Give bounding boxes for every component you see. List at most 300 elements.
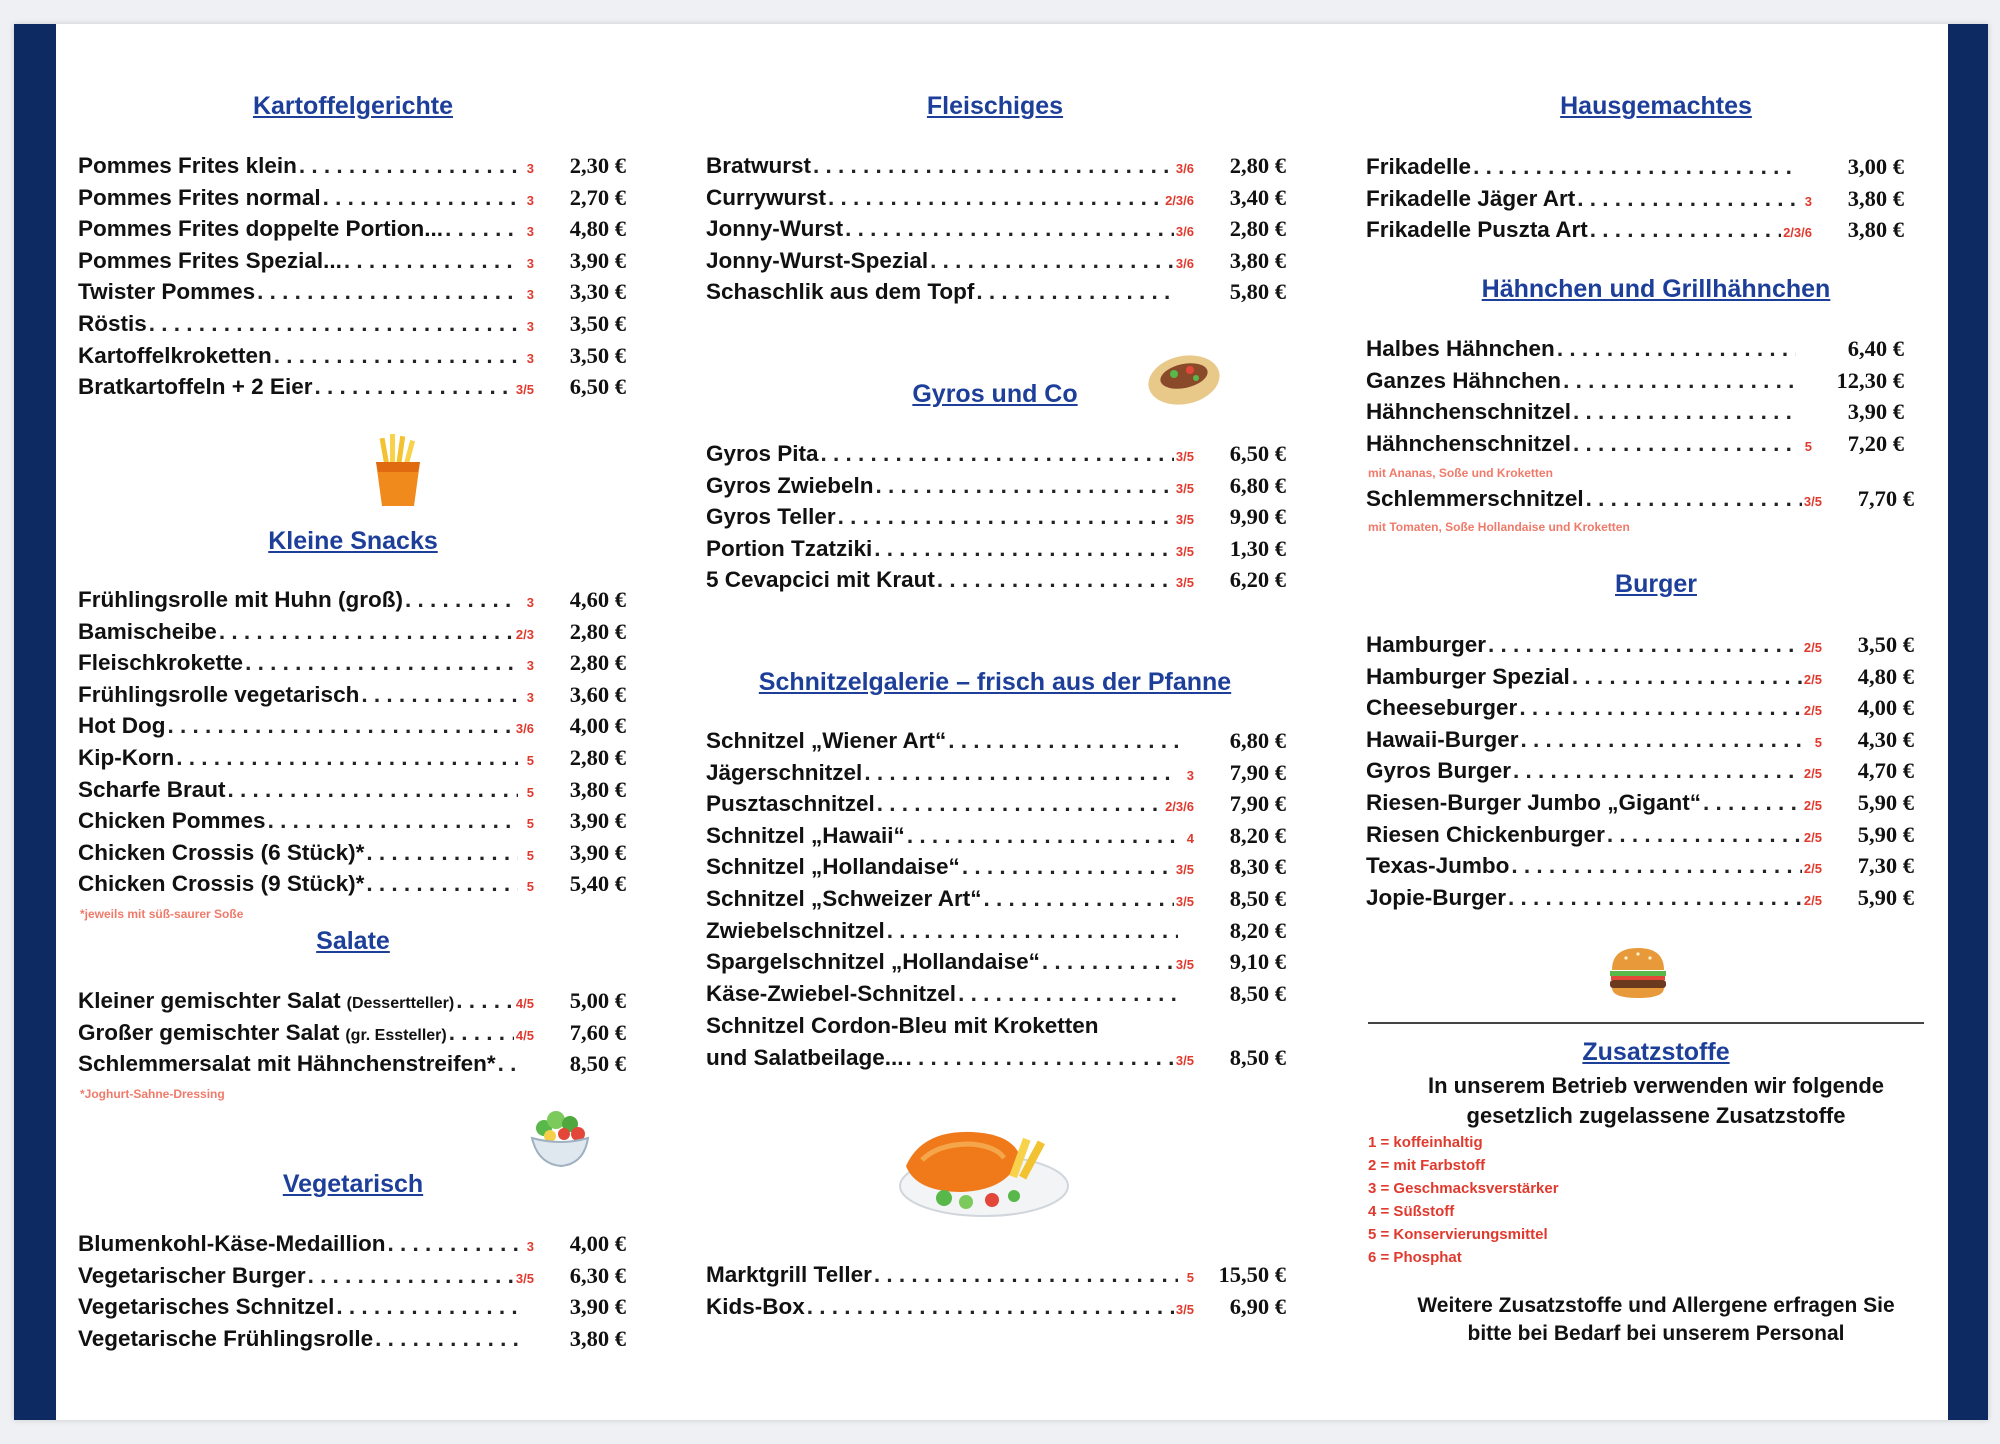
additive-legend-item: 5 = Konservierungsmittel [1368,1226,1548,1243]
leader-dots [1511,853,1802,879]
leader-dots [308,1263,514,1289]
item-name: Schaschlik aus dem Topf [706,279,975,305]
menu-item [1366,154,1904,186]
price: 8,50 € [1229,1044,1286,1070]
leader-dots [821,441,1174,467]
menu-item [78,343,626,375]
additive-code: 3/5 [1175,543,1194,559]
item-name: Frikadelle Jäger Art [1366,185,1576,211]
item-name: Twister Pommes [78,279,256,305]
item-name: Hot Dog [78,713,166,739]
price: 2,70 € [569,184,626,210]
leader-dots [314,374,513,400]
menu-item [78,311,626,343]
price: 6,50 € [1229,441,1286,466]
price: 8,50 € [1229,980,1286,1006]
price: 7,90 € [1229,759,1286,785]
item-name: Hamburger [1366,632,1487,657]
price: 4,00 € [569,713,626,739]
menu-item [78,713,626,745]
leader-dots [807,1294,1174,1320]
item-name: Schlemmersalat mit Hähnchenstreifen* [78,1051,496,1077]
leader-dots [344,248,518,274]
additive-legend-item: 6 = Phosphat [1368,1249,1462,1266]
additive-code: 3/6 [1175,161,1194,176]
additive-code: 3 [526,595,534,610]
additive-code: 5 [526,752,534,768]
item-name: Fleischkrokette [78,650,244,676]
leader-dots [176,745,518,771]
leader-dots [962,854,1174,880]
additive-legend-item: 2 = mit Farbstoff [1368,1157,1486,1174]
price: 3,40 € [1229,184,1286,210]
additive-code: 3/5 [1175,957,1194,973]
additive-code: 2/3/6 [1165,192,1194,208]
leader-dots [366,871,518,897]
menu-item [78,248,626,280]
item-name: Käse-Zwiebel-Schnitzel [706,980,957,1006]
heading-burger: Burger [1615,570,1697,598]
price: 8,20 € [1229,917,1286,943]
additive-code: 3/5 [1175,893,1194,909]
menu-item [78,587,626,619]
menu-item [78,808,626,840]
leader-dots [366,840,518,866]
additive-code: 4/5 [515,996,534,1011]
leader-dots [877,791,1163,817]
item-name: Riesen Chickenburger [1366,821,1605,847]
additive-code: 3/5 [1175,1301,1194,1317]
menu-item [78,871,626,903]
additive-code: 3/6 [1175,224,1194,240]
price: 7,30 € [1857,853,1914,879]
price: 8,20 € [1229,822,1286,848]
heading-kartoffelgerichte: Kartoffelgerichte [252,92,454,120]
menu-item [78,745,626,777]
additive-code: 3 [526,689,534,705]
leader-dots [361,682,518,708]
additive-code: 4 [1186,830,1194,846]
item-name: Schnitzel „Hollandaise“ [706,854,960,880]
salad-icon [526,1106,596,1172]
price: 15,50 € [1218,1262,1286,1287]
price: 3,80 € [1229,247,1286,273]
item-name: Bratwurst [706,153,812,178]
item-name: Marktgrill Teller [706,1262,872,1287]
item-name: Gyros Teller [706,504,836,530]
menu-item [78,1294,626,1326]
item-name: Pusztaschnitzel [706,791,875,817]
leader-dots [245,650,518,676]
leader-dots [375,1326,518,1352]
item-name: Pommes Frites doppelte Portion... [78,216,444,242]
price: 2,80 € [569,618,626,644]
cordon-bleu-item [706,1013,1286,1076]
leader-dots [219,619,514,645]
leader-dots [228,777,518,803]
additive-code: 3 [526,287,534,303]
leader-dots [257,279,518,305]
menu-item [78,682,626,714]
leader-dots [948,728,1178,754]
additive-code: 5 [1186,1270,1194,1285]
zusatz-intro-line2: gesetzlich zugelassene Zusatzstoffe [1466,1103,1846,1128]
item-name: Frikadelle Puszta Art [1366,217,1588,243]
additive-code: 3 [1804,193,1812,209]
price: 3,30 € [569,279,626,305]
menu-item [706,918,1286,950]
item-name: Spargelschnitzel „Hollandaise“ [706,949,1040,975]
note-haehnchen-1: mit Ananas, Soße und Kroketten [1368,466,1553,480]
menu-item [78,216,626,248]
menu-item [706,248,1286,280]
list-burger [1366,632,1914,916]
list-extra [706,1262,1286,1325]
left-border-bar [14,24,56,1420]
price: 2,80 € [1229,216,1286,242]
price: 4,30 € [1857,726,1914,752]
leader-dots [937,567,1174,593]
leader-dots [976,279,1178,305]
menu-item [78,1051,626,1083]
price: 4,00 € [1857,695,1914,721]
leader-dots [828,185,1163,211]
additive-code: 3/5 [515,1270,534,1286]
fries-icon [368,432,428,508]
price: 5,00 € [569,988,626,1013]
price: 3,90 € [569,839,626,865]
leader-dots [874,536,1174,562]
item-name: Gyros Pita [706,441,819,466]
leader-dots [1577,186,1796,212]
price: 5,90 € [1857,884,1914,910]
zusatz-intro-line1: In unserem Betrieb verwenden wir folgende [1428,1073,1884,1098]
item-name: Gyros Zwiebeln [706,472,874,498]
price: 5,90 € [1857,821,1914,847]
price: 3,50 € [569,310,626,336]
menu-item [78,1263,626,1295]
item-name: Chicken Crossis (6 Stück)* [78,839,365,865]
menu-item [78,153,626,185]
price: 8,30 € [1229,854,1286,880]
note-salate: *Joghurt-Sahne-Dressing [80,1087,225,1101]
heading-kleine-snacks: Kleine Snacks [268,527,438,555]
additive-code: 3/5 [1175,512,1194,528]
burger-icon [1606,944,1670,1002]
item-name: Chicken Pommes [78,808,266,834]
list-haehnchen [1366,336,1904,462]
wrap-icon [1144,346,1224,410]
item-name: Hähnchenschnitzel [1366,430,1572,456]
menu-item [1366,885,1914,917]
additive-legend-item: 3 = Geschmacksverstärker [1368,1180,1559,1197]
leader-dots [845,216,1174,242]
menu-item [1366,431,1904,463]
item-name: Jägerschnitzel [706,759,863,785]
menu-item [706,473,1286,505]
cordon-bleu-line2: und Salatbeilage... [706,1044,904,1070]
additive-code: 2/5 [1803,640,1822,655]
menu-item [1366,790,1914,822]
price: 3,80 € [1847,185,1904,211]
menu-item [78,374,626,406]
leader-dots [876,473,1174,499]
item-name: Blumenkohl-Käse-Medaillion [78,1231,386,1256]
item-name: Schnitzel „Schweizer Art“ [706,885,982,911]
leader-dots [1607,822,1802,848]
menu-item [78,840,626,872]
leader-dots [887,918,1178,944]
leader-dots [1590,217,1781,243]
menu-item [706,504,1286,536]
menu-item [706,823,1286,855]
additive-code: 3 [526,658,534,674]
menu-item [706,279,1286,311]
heading-hausgemachtes: Hausgemachtes [1560,92,1752,120]
menu-item [706,791,1286,823]
item-name: Hawaii-Burger [1366,726,1519,752]
price: 4,60 € [569,587,626,612]
menu-item [706,1294,1286,1326]
leader-dots [149,311,518,337]
schnitzel-plate-icon [892,1110,1072,1220]
leader-dots [1573,399,1796,425]
menu-item [1366,664,1914,696]
additive-code: 3 [526,161,534,176]
note-haehnchen-2: mit Tomaten, Soße Hollandaise und Kroketten [1368,520,1630,534]
leader-dots [1513,758,1802,784]
list-fleischiges [706,153,1286,311]
item-name: Bratkartoffeln + 2 Eier [78,374,313,400]
price: 6,50 € [569,374,626,400]
additive-code: 3/6 [1175,255,1194,271]
menu-item [78,777,626,809]
menu-item [78,619,626,651]
item-name: Currywurst [706,184,827,210]
item-name: Pommes Frites normal [78,184,321,210]
menu-item [706,441,1286,473]
menu-item [78,1020,626,1052]
price: 3,00 € [1847,154,1904,179]
note-snacks: *jeweils mit süß-saurer Soße [80,907,244,921]
additive-code: 3 [526,255,534,271]
price: 3,80 € [569,1325,626,1351]
leader-dots [498,1051,518,1077]
leader-dots [1488,632,1802,658]
menu-item [706,981,1286,1013]
item-size-note: (gr. Essteller) [345,1026,447,1044]
menu-item [706,949,1286,981]
item-name: Bamischeibe [78,618,217,644]
list-kartoffelgerichte [78,153,626,406]
item-name: Pommes Frites Spezial... [78,247,342,273]
price: 2,80 € [569,650,626,676]
price: 1,30 € [1229,535,1286,561]
heading-gyros-und-co: Gyros und Co [912,380,1078,408]
additive-code: 3/5 [1175,480,1194,496]
price: 4,80 € [569,216,626,242]
item-name: Vegetarisches Schnitzel [78,1294,335,1320]
item-name: Schlemmerschnitzel [1366,486,1584,511]
additive-code: 2/5 [1803,829,1822,845]
additive-code: 2/5 [1803,671,1822,687]
price: 12,30 € [1836,367,1904,393]
item-name: Frühlingsrolle mit Huhn (groß) [78,587,403,612]
item-name: Gyros Burger [1366,758,1512,784]
leader-dots [1521,727,1806,753]
additive-code: 3/5 [1803,494,1822,509]
additive-code: 3/5 [515,382,534,398]
item-name: Chicken Crossis (9 Stück)* [78,871,365,897]
menu-item [706,1262,1286,1294]
menu-item [1366,758,1914,790]
additive-code: 3/5 [1175,575,1194,591]
leader-dots [167,713,513,739]
menu-item [1366,822,1914,854]
menu-item [1366,853,1914,885]
heading-zusatzstoffe: Zusatzstoffe [1582,1038,1730,1066]
additive-code: 3/5 [1175,862,1194,878]
price: 7,60 € [569,1019,626,1045]
menu-item [1366,217,1904,249]
item-name: Hähnchenschnitzel [1366,399,1572,425]
schlemmerschnitzel-item [1366,486,1914,518]
zusatz-outro-line2: bitte bei Bedarf bei unserem Personal [1467,1322,1845,1345]
price: 4,70 € [1857,758,1914,784]
menu-item [78,185,626,217]
leader-dots [930,248,1174,274]
additive-legend-item: 4 = Süßstoff [1368,1203,1455,1220]
item-name: Kartoffelkroketten [78,342,272,368]
menu-item [706,760,1286,792]
leader-dots [1586,486,1802,512]
additive-code: 2/3/6 [1783,225,1812,241]
leader-dots [1519,695,1802,721]
additive-code: 3 [526,192,534,208]
leader-dots [274,343,518,369]
item-name: 5 Cevapcici mit Kraut [706,567,935,593]
menu-item [706,536,1286,568]
leader-dots [1573,431,1796,457]
price: 3,90 € [569,247,626,273]
leader-dots [445,216,518,242]
price: 4,80 € [1857,663,1914,689]
item-name: Hamburger Spezial [1366,663,1570,689]
menu-item [706,728,1286,760]
price: 2,30 € [569,153,626,178]
menu-item [706,216,1286,248]
price: 3,80 € [1847,217,1904,243]
additive-code: 5 [1814,734,1822,750]
leader-dots [1042,949,1174,975]
list-vegetarisch [78,1231,626,1357]
leader-dots [838,504,1174,530]
menu-item [78,279,626,311]
list-schnitzelgalerie [706,728,1286,1012]
menu-item [78,988,626,1020]
additive-code: 3/5 [1175,449,1194,464]
leader-dots [958,981,1178,1007]
item-name: Vegetarischer Burger [78,1262,306,1288]
price: 3,50 € [569,342,626,368]
price: 3,90 € [569,1294,626,1320]
leader-dots [1563,368,1796,394]
additive-code: 4/5 [515,1027,534,1043]
leader-dots [449,1020,514,1046]
leader-dots [983,886,1173,912]
list-gyros-und-co [706,441,1286,599]
additive-legend-item: 1 = koffeinhaltig [1368,1134,1483,1151]
list-kleine-snacks [78,587,626,903]
leader-dots [336,1294,518,1320]
heading-haehnchen: Hähnchen und Grillhähnchen [1481,275,1831,303]
menu-item [1366,336,1904,368]
item-name: Schnitzel „Hawaii“ [706,822,905,848]
leader-dots [323,185,518,211]
price: 9,90 € [1229,504,1286,530]
item-name: Portion Tzatziki [706,535,873,561]
additive-code: 2/5 [1803,892,1822,908]
leader-dots [456,988,514,1014]
additive-code: 2/5 [1803,797,1822,813]
menu-item [706,567,1286,599]
cordon-bleu-line1: Schnitzel Cordon-Bleu mit Kroketten [706,1013,1099,1038]
list-hausgemachtes [1366,154,1904,249]
menu-item [1366,632,1914,664]
menu-item [706,185,1286,217]
price: 3,80 € [569,776,626,802]
price: 7,70 € [1857,486,1914,511]
zusatz-outro-line1: Weitere Zusatzstoffe und Allergene erfragen Sie [1417,1294,1895,1317]
additive-legend [1368,1131,1559,1269]
item-name: Jonny-Wurst [706,216,844,242]
price: 5,90 € [1857,789,1914,815]
heading-schnitzelgalerie: Schnitzelgalerie – frisch aus der Pfanne [758,668,1232,696]
item-name: Kids-Box [706,1293,805,1319]
additive-code: 3/6 [515,721,534,737]
additive-code: 5 [526,879,534,895]
price: 7,90 € [1229,791,1286,817]
price: 3,90 € [1847,399,1904,425]
additive-code: 5 [1804,438,1812,454]
leader-dots [1508,885,1802,911]
price: 2,80 € [1229,153,1286,178]
item-size-note: (Dessertteller) [346,995,455,1012]
item-name: Schnitzel „Wiener Art“ [706,728,947,753]
additive-code: 3 [1186,767,1194,783]
item-name: Großer gemischter Salat [78,1019,340,1045]
price: 6,20 € [1229,567,1286,593]
menu-item [1366,399,1904,431]
additive-code: 5 [526,847,534,863]
additive-code: 3 [526,1239,534,1254]
menu-item [78,650,626,682]
price: 8,50 € [1229,885,1286,911]
item-name: Texas-Jumbo [1366,853,1510,879]
item-name: Kleiner gemischter Salat [78,988,341,1013]
section-divider [1368,1022,1924,1024]
additive-code: 3 [526,350,534,366]
right-border-bar [1948,24,1988,1420]
leader-dots [1572,664,1802,690]
menu-item [1366,186,1904,218]
list-salate [78,988,626,1083]
leader-dots [907,823,1178,849]
item-name: Pommes Frites klein [78,153,297,178]
menu-item [706,153,1286,185]
menu-item [1366,368,1904,400]
menu-item [706,886,1286,918]
